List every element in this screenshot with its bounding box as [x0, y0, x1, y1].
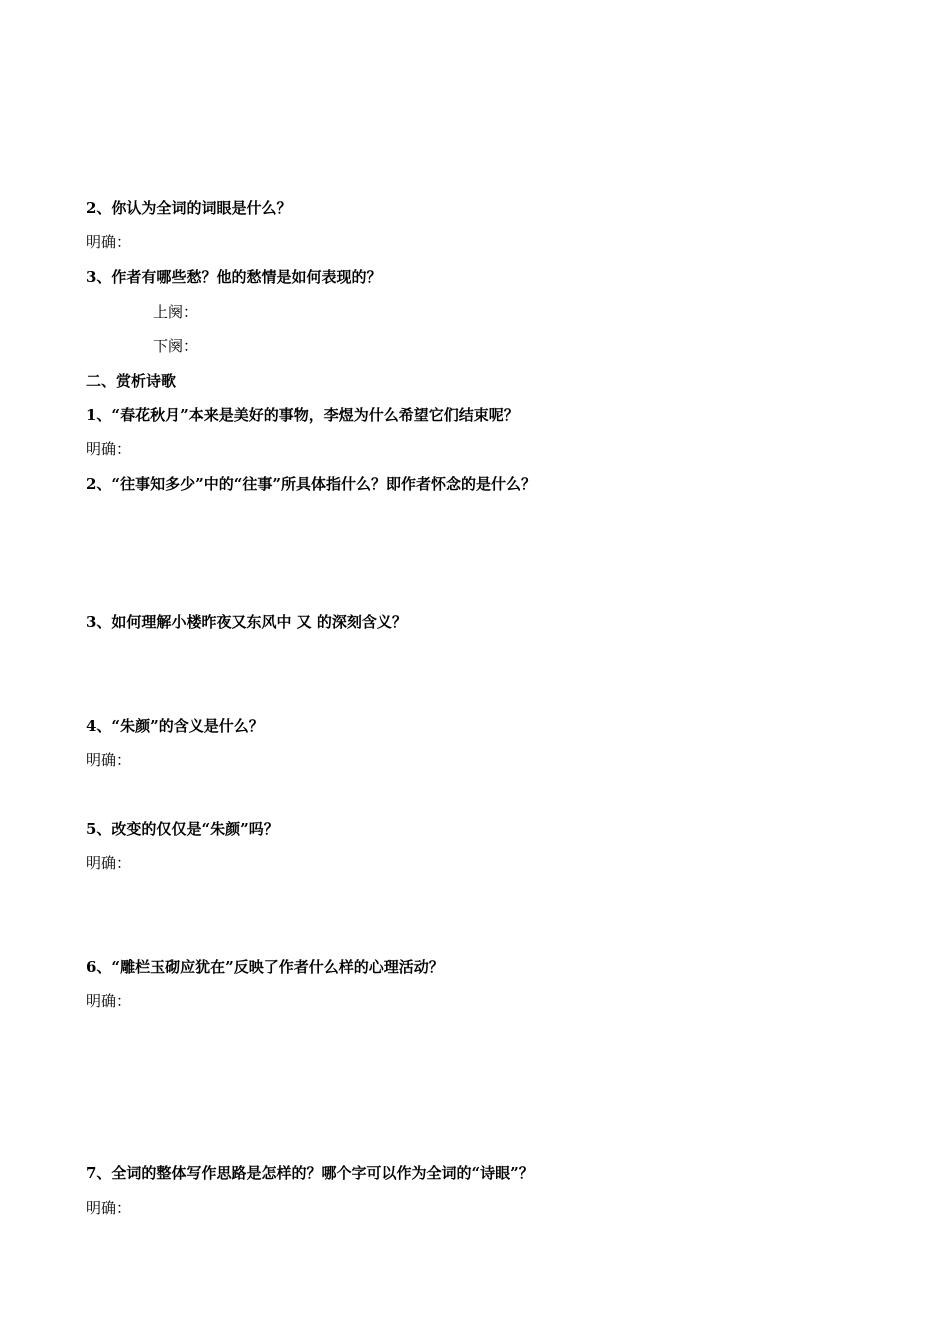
answer-label: 明确： — [86, 992, 132, 1010]
question-5-change: 5、改变的仅仅是“朱颜”吗？ — [86, 820, 279, 838]
question-3-east-wind: 3、如何理解小楼昨夜又东风中 又 的深刻含义？ — [86, 613, 407, 631]
answer-label: 明确： — [86, 1199, 132, 1217]
question-2-past-events: 2、“往事知多少”中的“往事”所具体指什么？即作者怀念的是什么？ — [86, 475, 536, 493]
answer-label: 明确： — [86, 854, 132, 872]
answer-label: 明确： — [86, 440, 132, 458]
answer-label: 明确： — [86, 751, 132, 769]
question-4-rosy-face: 4、“朱颜”的含义是什么？ — [86, 717, 264, 735]
question-3-sorrows: 3、作者有哪些愁？他的愁情是如何表现的？ — [86, 268, 382, 286]
question-2-word-eye: 2、你认为全词的词眼是什么？ — [86, 199, 292, 217]
answer-label: 明确： — [86, 233, 132, 251]
section-heading-appreciation: 二、赏析诗歌 — [86, 372, 177, 390]
lower-stanza-label: 下阕： — [153, 337, 199, 355]
question-1-spring-flowers: 1、“春花秋月”本来是美好的事物，李煜为什么希望它们结束呢？ — [86, 406, 519, 424]
question-6-carved-railings: 6、“雕栏玉砌应犹在”反映了作者什么样的心理活动？ — [86, 958, 444, 976]
upper-stanza-label: 上阕： — [153, 303, 199, 321]
question-7-writing-approach: 7、全词的整体写作思路是怎样的？哪个字可以作为全词的“诗眼”？ — [86, 1164, 534, 1182]
